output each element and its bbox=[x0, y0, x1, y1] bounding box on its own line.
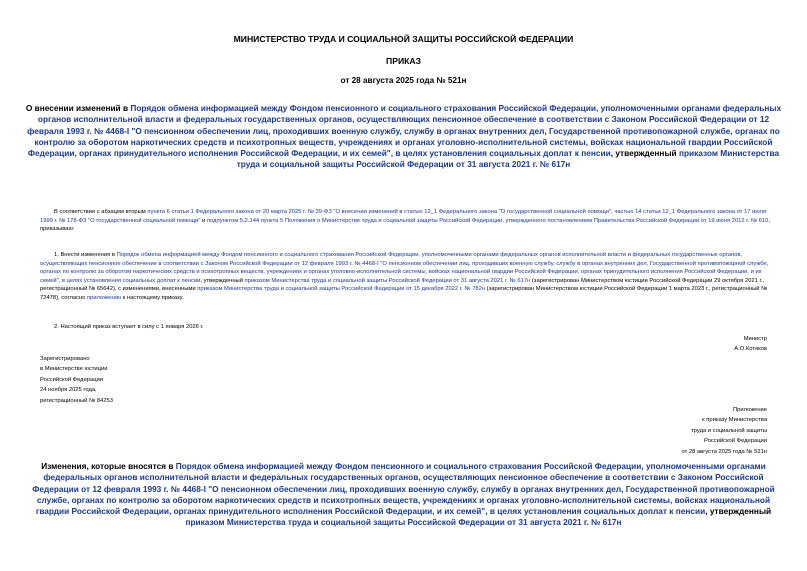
item-1-paragraph bbox=[40, 251, 775, 303]
date-number-heading: от 28 августа 2025 года № 521н bbox=[340, 76, 467, 85]
preamble-text-1: В соответствии с абзацем вторым bbox=[54, 209, 148, 215]
item-1-text-2: , утвержденный bbox=[200, 277, 245, 284]
order-title-prefix: О внесении изменений в bbox=[25, 103, 131, 113]
appendix-title bbox=[20, 461, 787, 529]
preamble-text-4: , bbox=[768, 217, 770, 224]
appendix-line: от 28 августа 2025 года № 521н bbox=[681, 448, 767, 455]
registration-line: в Министерстве юстиции bbox=[40, 366, 108, 373]
signature-position: Министр bbox=[743, 336, 767, 342]
item-2-paragraph: 2. Настоящий приказ вступает в силу с 1 января 2026 г. bbox=[54, 324, 204, 330]
preamble-order-word: приказываю: bbox=[40, 226, 75, 233]
preamble-text-2: , bbox=[611, 209, 615, 215]
appendix-line: Приложение bbox=[732, 407, 767, 413]
item-1-link-appendix[interactable]: приложению bbox=[87, 294, 122, 301]
registration-block bbox=[40, 354, 113, 406]
order-title-link-order[interactable]: приказом Министерства труда и социальной защиты Российской Федерации от 31 августа 2021 г. № 617н bbox=[236, 148, 780, 170]
item-1-text-1: 1. Внести изменения в bbox=[54, 252, 117, 258]
preamble-link-regulation[interactable]: подпунктом 5.2.144 пункта 5 Положения о Министерстве труда и социальной защиты Российской Федерации, утвержденного постановлением Правительства Российской Федерации от 19 июня 2012 г. № 610 bbox=[206, 217, 769, 224]
signature-name: А.О.Котяков bbox=[734, 346, 767, 352]
order-title bbox=[20, 103, 787, 171]
preamble-text-3: и bbox=[200, 217, 207, 224]
order-title-link-procedure[interactable]: Порядок обмена информацией между Фондом пенсионного и социального страхования Российской Федерации, уполномоченными органами федеральных органов исполнительной власти и федеральных государственных органов, осуществляющих пенсионное обеспечение в соответствии с Законом Российской Федерации от 12 февраля 1993 г. № 4468-I "О пенсионном обеспечении лиц, проходивших военную службу, службу в органах внутренних дел, Государственной противопожарной службе, органах по контролю за оборотом наркотических средств и психотропных веществ, учреждениях и органах уголовно-исполнительной системы, войсках национальной гвардии Российской Федерации, органах принудительного исполнения Российской Федерации, и их семей", в целях установления социальных доплат к пенсии bbox=[27, 103, 782, 159]
preamble-link-law-39fz[interactable]: пункта 6 статьи 1 Федерального закона от 20 марта 2025 г. № 39-ФЗ "О внесении изменений в статью 12_1 Федерального закона "О государственной социальной помощи" bbox=[147, 209, 612, 215]
item-1-text-4: (зарегистрирован Министерством юстиции Российской Федерации 1 марта 2023 г., регистрационный № 72478), согласно bbox=[40, 286, 768, 301]
order-title-middle: , утвержденный bbox=[610, 148, 679, 159]
doc-type-heading: ПРИКАЗ bbox=[386, 56, 421, 66]
appendix-title-link-order[interactable]: приказом Министерства труда и социальной защиты Российской Федерации от 31 августа 2021 г. № 617н bbox=[185, 517, 622, 528]
item-1-text-3: (зарегистрирован Министерством юстиции Российской Федерации 29 октября 2021 г., регистрационный № 65642), с изменениями, внесенными bbox=[40, 277, 765, 293]
registration-line: Российской Федерации bbox=[40, 376, 104, 383]
appendix-block bbox=[681, 405, 767, 457]
registration-line: Зарегистрировано bbox=[40, 356, 90, 362]
item-1-link-order-617n[interactable]: приказом Министерства труда и социальной защиты Российской Федерации от 31 августа 2021 г. № 617н bbox=[244, 277, 531, 284]
ministry-heading: МИНИСТЕРСТВО ТРУДА И СОЦИАЛЬНОЙ ЗАЩИТЫ РОССИЙСКОЙ ФЕДЕРАЦИИ bbox=[233, 34, 574, 44]
appendix-title-link-procedure[interactable]: Порядок обмена информацией между Фондом пенсионного и социального страхования Российской Федерации, уполномоченными органами федеральных органов исполнительной власти и федеральных государственных органов, осуществляющих пенсионное обеспечение в соответствии с Законом Российской Федерации от 12 февраля 1993 г. № 4468-I "О пенсионном обеспечении лиц, проходивших военную службу, службу в органах внутренних дел, Государственной противопожарной службе, органах по контролю за оборотом наркотических средств и психотропных веществ, учреждениях и органах уголовно-исполнительной системы, войсках национальной гвардии Российской Федерации, органах принудительного исполнения Российской Федерации, и их семей", в целях установления социальных доплат к пенсии bbox=[32, 461, 775, 517]
item-1-link-procedure[interactable]: Порядок обмена информацией между Фондом пенсионного и социального страхования Российской Федерации, уполномоченными органами федеральных органов исполнительной власти и федеральных государственных органов, осуществляющих пенсионное обеспечение в соответствии с Законом Российской Федерации от 12 февраля 1993 г. № 4468-I "О пенсионном обеспечении лиц, проходивших военную службу, службу в органах внутренних дел, Государственной противопожарной службе, органах по контролю за оборотом наркотических средств и психотропных веществ, учреждениях и органах уголовно-исполнительной системы, войсках национальной гвардии Российской Федерации, органах принудительного исполнения Российской Федерации, и их семей", в целях установления социальных доплат к пенсии bbox=[40, 252, 769, 284]
appendix-line: труда и социальной защиты bbox=[691, 427, 767, 434]
item-1-text-5: к настоящему приказу. bbox=[121, 294, 184, 301]
preamble-link-law-178fz[interactable]: частью 14 статьи 12_1 Федерального закона от 17 июля 1999 г. № 178-ФЗ "О государственной социальной помощи" bbox=[40, 209, 767, 224]
appendix-title-middle: , утвержденный bbox=[705, 506, 772, 517]
appendix-title-prefix: Изменения, которые вносятся в bbox=[41, 461, 176, 471]
appendix-line: Российской Федерации bbox=[703, 438, 767, 445]
registration-date: 24 ноября 2025 года, bbox=[40, 387, 97, 394]
preamble-paragraph bbox=[40, 208, 775, 234]
registration-number: регистрационный № 84253 bbox=[40, 397, 113, 404]
item-1-link-order-782n[interactable]: приказом Министерства труда и социальной защиты Российской Федерации от 15 декабря 2022 г. № 782н bbox=[197, 286, 486, 293]
appendix-line: к приказу Министерства bbox=[702, 417, 767, 424]
